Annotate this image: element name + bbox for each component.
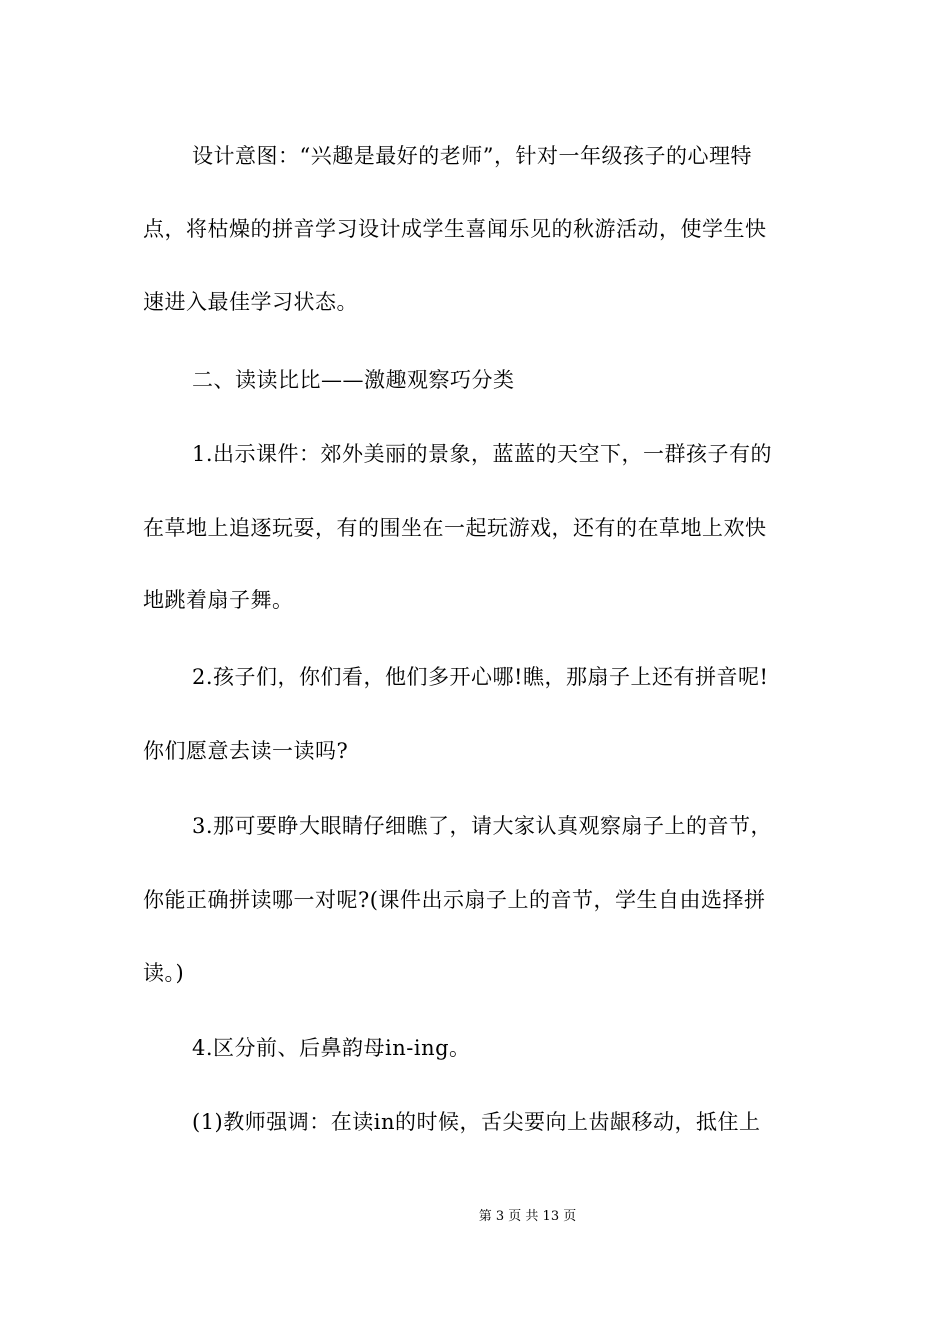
section-heading: 二、读读比比——激趣观察巧分类 — [192, 368, 515, 392]
paragraph-line: 3.那可要睁大眼睛仔细瞧了，请大家认真观察扇子上的音节， — [192, 814, 773, 838]
paragraph-line: 地跳着扇子舞。 — [143, 588, 294, 612]
page-number-footer: 第 3 页 共 13 页 — [478, 1209, 577, 1224]
paragraph-line: 速进入最佳学习状态。 — [143, 290, 358, 314]
paragraph-line: 2.孩子们，你们看，他们多开心哪!瞧，那扇子上还有拼音呢! — [192, 665, 769, 689]
paragraph-line: 你们愿意去读一读吗? — [143, 739, 349, 763]
paragraph-line: 1.出示课件：郊外美丽的景象，蓝蓝的天空下，一群孩子有的 — [192, 442, 773, 466]
paragraph-line: 4.区分前、后鼻韵母in-ing。 — [192, 1036, 471, 1060]
paragraph-line: 你能正确拼读哪一对呢?(课件出示扇子上的音节，学生自由选择拼 — [143, 888, 766, 912]
paragraph-line: 在草地上追逐玩耍，有的围坐在一起玩游戏，还有的在草地上欢快 — [143, 516, 767, 540]
paragraph-line: 设计意图：“兴趣是最好的老师”，针对一年级孩子的心理特 — [192, 144, 752, 168]
paragraph-line: 点，将枯燥的拼音学习设计成学生喜闻乐见的秋游活动，使学生快 — [143, 217, 767, 241]
paragraph-line: 读。) — [143, 961, 185, 985]
paragraph-line: (1)教师强调：在读in的时候，舌尖要向上齿龈移动，抵住上 — [192, 1110, 761, 1134]
